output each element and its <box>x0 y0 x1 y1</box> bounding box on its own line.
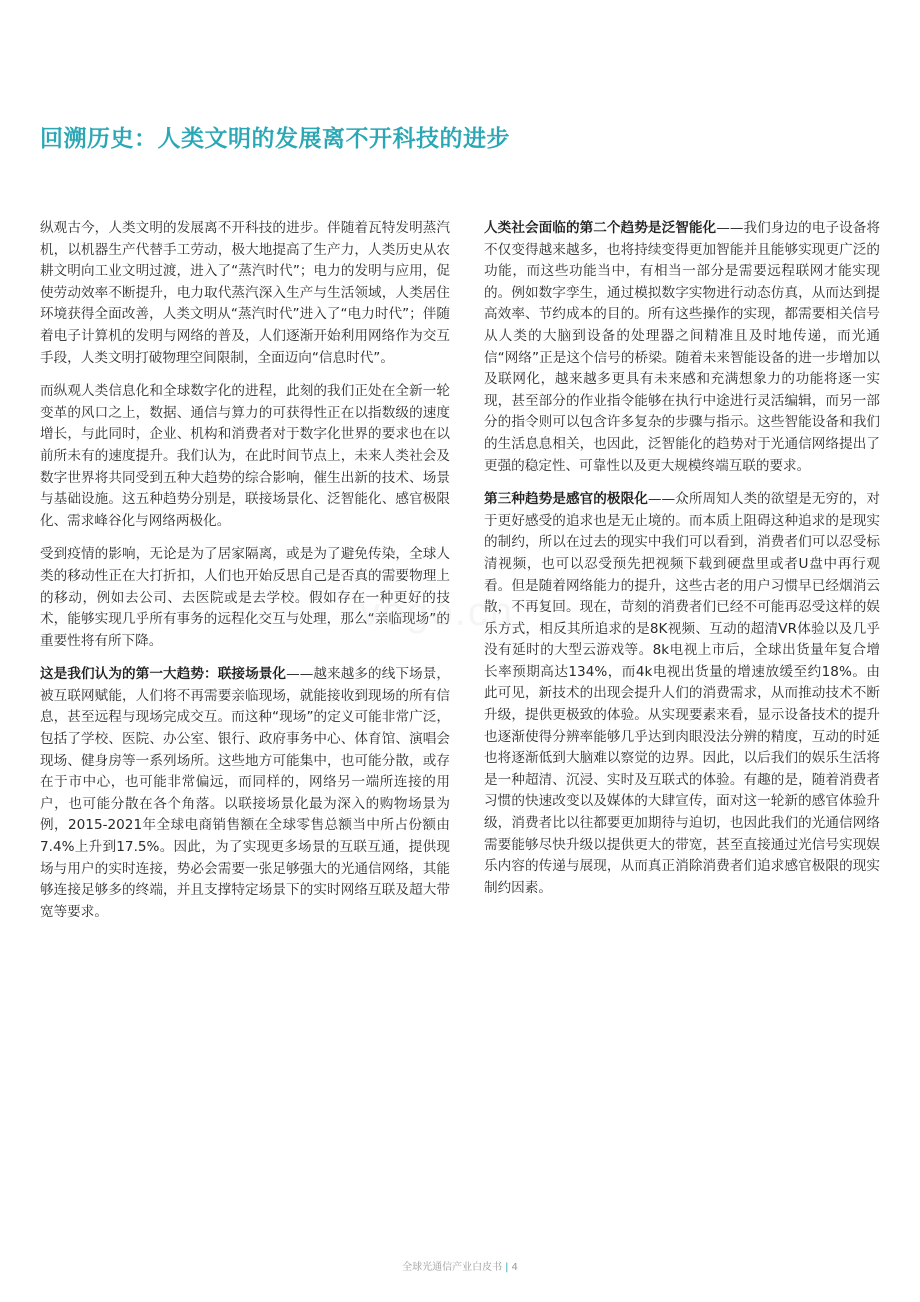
page-footer <box>0 1258 920 1273</box>
paragraph-text: 纵观古今，人类文明的发展离不开科技的进步。伴随着瓦特发明蒸汽机，以机器生产代替手工劳动，极大地提高了生产力，人类历史从农耕文明向工业文明过渡，进入了“蒸汽时代”；电力的发明与应用，促使劳动效率不断提升，电力取代蒸汽深入生产与生活领域，人类居住环境获得全面改善，人类文明从“蒸汽时代”进入了“电力时代”；伴随着电子计算机的发明与网络的普及，人们逐渐开始利用网络作为交互手段，人类文明打破物理空间限制，全面迈向“信息时代”。 <box>40 220 450 366</box>
paragraph-text: 受到疫情的影响，无论是为了居家隔离，或是为了避免传染，全球人类的移动性正在大打折扣，人们也开始反思自己是否真的需要物理上的移动，例如去公司、去医院或是去学校。假如存在一种更好的技术，能够实现几乎所有事务的远程化交互与处理，那么“亲临现场”的重要性将有所下降。 <box>40 546 450 649</box>
watermark: vogo.cn <box>360 590 515 634</box>
page-title: 回溯历史：人类文明的发展离不开科技的进步 <box>40 126 510 152</box>
paragraph-trend-3 <box>484 489 880 899</box>
paragraph-pandemic <box>40 544 450 652</box>
footer-separator: | <box>505 1262 509 1273</box>
paragraph-history <box>40 218 450 369</box>
paragraph-five-trends <box>40 381 450 532</box>
paragraph-text: ——众所周知人类的欲望是无穷的，对于更好感受的追求也是无止境的。而本质上阻碍这种追求的是现实的制约，所以在过去的现实中我们可以看到，消费者们可以忍受标清视频，也可以忍受预先把视频下载到硬盘里或者U盘中再行观看。但是随着网络能力的提升，这些古老的用户习惯早已经烟消云散，不再复回。现在，苛刻的消费者们已经不可能再忍受这样的娱乐方式，相反其所追求的是8K视频、互动的超清VR体验以及几乎没有延时的大型云游戏等。8k电视上市后，全球出货量年复合增长率预期高达134%，而4k电视出货量的增速放缓至约18%。由此可见，新技术的出现会提升人们的消费需求，从而推动技术不断升级，提供更极致的体验。从实现要素来看，显示设备技术的提升也逐渐使得分辨率能够几乎达到肉眼没法分辨的精度，互动的时延也将逐渐低到大脑难以察觉的边界。因此，以后我们的娱乐生活将是一种超清、沉浸、实时及互联式的体验。有趣的是，随着消费者习惯的快速改变以及媒体的大肆宣传，面对这一轮新的感官体验升级，消费者比以往都要更加期待与迫切，也因此我们的光通信网络需要能够尽快升级以提供更大的带宽，甚至直接通过光信号实现娱乐内容的传递与展现，从而真正消除消费者们追求感官极限的现实制约因素。 <box>484 491 881 896</box>
paragraph-text: ——我们身边的电子设备将不仅变得越来越多，也将持续变得更加智能并且能够实现更广泛的功能，而这些功能当中，有相当一部分是需要远程联网才能实现的。例如数字孪生，通过模拟数字实物进行动态仿真，从而达到提高效率、节约成本的目的。所有这些操作的实现，都需要相关信号从人类的大脑到设备的处理器之间精准且及时地传递，而光通信“网络”正是这个信号的桥梁。随着未来智能设备的进一步增加以及联网化，越来越多更具有未来感和充满想象力的功能将逐一实现，甚至部分的作业指令能够在执行中途进行灵活编辑，而另一部分的指令则可以包含许多复杂的步骤与指示。这些智能设备和我们的生活息息相关，也因此，泛智能化的趋势对于光通信网络提出了更强的稳定性、可靠性以及更大规模终端互联的要求。 <box>484 220 881 474</box>
paragraph-text: ——越来越多的线下场景，被互联网赋能，人们将不再需要亲临现场，就能接收到现场的所有信息，甚至远程与现场完成交互。而这种“现场”的定义可能非常广泛，包括了学校、医院、办公室、银行、政府事务中心、体育馆、演唱会现场、健身房等一系列场所。这些地方可能集中，也可能分散，或存在于市中心，也可能非常偏远，而同样的，网络另一端所连接的用户，也可能分散在各个角落。以联接场景化最为深入的购物场景为例，2015-2021年全球电商销售额在全球零售总额当中所占份额由7.4%上升到17.5%。因此，为了实现更多场景的互联互通，提供现场与用户的实时连接，势必会需要一张足够强大的光通信网络，其能够连接足够多的终端，并且支撑特定场景下的实时网络互联及超大带宽等要求。 <box>40 666 450 920</box>
paragraph-trend-2 <box>484 218 880 477</box>
page-number: 4 <box>511 1262 518 1273</box>
trend-2-heading: 人类社会面临的第二个趋势是泛智能化 <box>484 220 717 236</box>
left-column <box>40 218 450 935</box>
paragraph-trend-1 <box>40 664 450 923</box>
trend-1-heading: 这是我们认为的第一大趋势：联接场景化 <box>40 666 287 683</box>
trend-3-heading: 第三种趋势是感官的极限化 <box>484 491 648 508</box>
footer-label: 全球光通信产业白皮书 <box>402 1262 503 1273</box>
paragraph-text: 而纵观人类信息化和全球数字化的进程，此刻的我们正处在全新一轮变革的风口之上，数据、通信与算力的可获得性正在以指数级的速度增长，与此同时，企业、机构和消费者对于数字化世界的要求也在以前所未有的速度提升。我们认为，在此时间节点上，未来人类社会及数字世界将共同受到五种大趋势的综合影响，催生出新的技术、场景与基础设施。这五种趋势分别是，联接场景化、泛智能化、感官极限化、需求峰谷化与网络两极化。 <box>40 383 450 529</box>
right-column <box>484 218 880 911</box>
